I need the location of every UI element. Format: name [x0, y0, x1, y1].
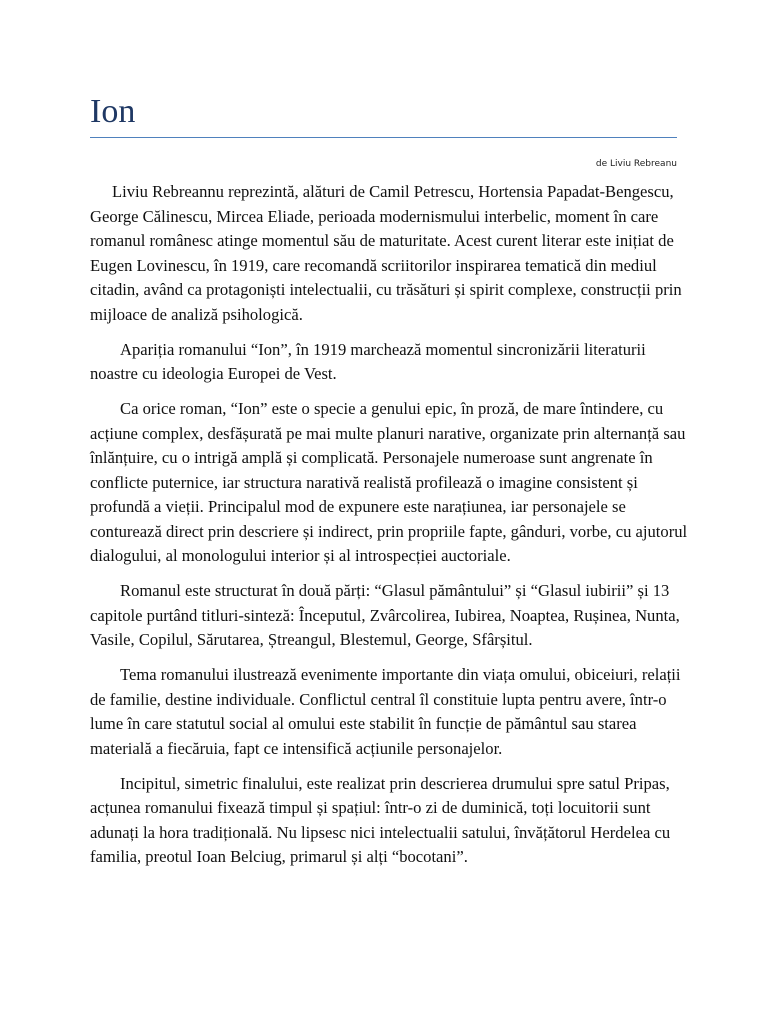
paragraph-publication: Apariția romanului “Ion”, în 1919 marchează momentul sincronizării literaturii noastre cu ideologia Europei de Vest. [90, 339, 646, 383]
paragraph-intro: Liviu Rebreannu reprezintă, alături de Camil Petrescu, Hortensia Papadat-Bengescu, George Călinescu, Mircea Eliade, perioada modernismului interbelic, moment în care romanul românesc atinge momentul său de maturitate. Acest curent literar este inițiat de Eugen Lovinescu, în 1919, care recomandă scriitorilor inspirarea tematică din mediul citadin, având ca protagoniști intelectualii, cu trăsături și spirit complexe, construcții prin mijloace de analiză psihologică. [90, 182, 682, 324]
paragraph-theme: Tema romanului ilustrează evenimente importante din viața omului, obiceiuri, relații de familie, destine individuale. Conflictul central îl constituie lupta pentru avere, într-o lume în care statutul social al omului este stabilit în funcție de pământul sau starea materială a fiecăruia, fapt ce intensifică acțiunile personajelor. [90, 665, 681, 758]
author-byline: de Liviu Rebreanu [595, 159, 677, 169]
title-underline-divider [90, 137, 677, 138]
paragraph-genre: Ca orice roman, “Ion” este o specie a genului epic, în proză, de mare întindere, cu acțiune complex, desfășurată pe mai multe planuri narative, organizate prin alternanță sau înlănțuire, cu o intrigă amplă și complicată. Personajele numeroase sunt angrenate în conflicte puternice, iar structura narativă realistă profilează o imagine consistent și profundă a vieții. Principalul mod de expunere este narațiunea, iar personajele se conturează direct prin descriere și indirect, prin propriile fapte, gânduri, vorbe, cu ajutorul dialogului, al monologului interior și al introspecției auctoriale. [90, 399, 688, 565]
document-title: Ion [90, 93, 136, 130]
document-body [90, 180, 690, 880]
paragraph-structure: Romanul este structurat în două părți: “Glasul pământului” și “Glasul iubirii” și 13 capitole purtând titluri-sinteză: Începutul, Zvârcolirea, Iubirea, Noaptea, Rușinea, Nunta, Vasile, Copilul, Sărutarea, Ștreangul, Blestemul, George, Sfârșitul. [90, 581, 680, 649]
paragraph-incipit: Incipitul, simetric finalului, este realizat prin descrierea drumului spre satul Pripas, acțunea romanului fixează timpul și spațiul: într-o zi de duminică, toți locuitorii sunt adunați la hora tradițională. Nu lipsesc nici intelectualii satului, învățătorul Herdelea cu familia, preotul Ioan Belciug, primarul și alți “bocotani”. [90, 773, 671, 866]
